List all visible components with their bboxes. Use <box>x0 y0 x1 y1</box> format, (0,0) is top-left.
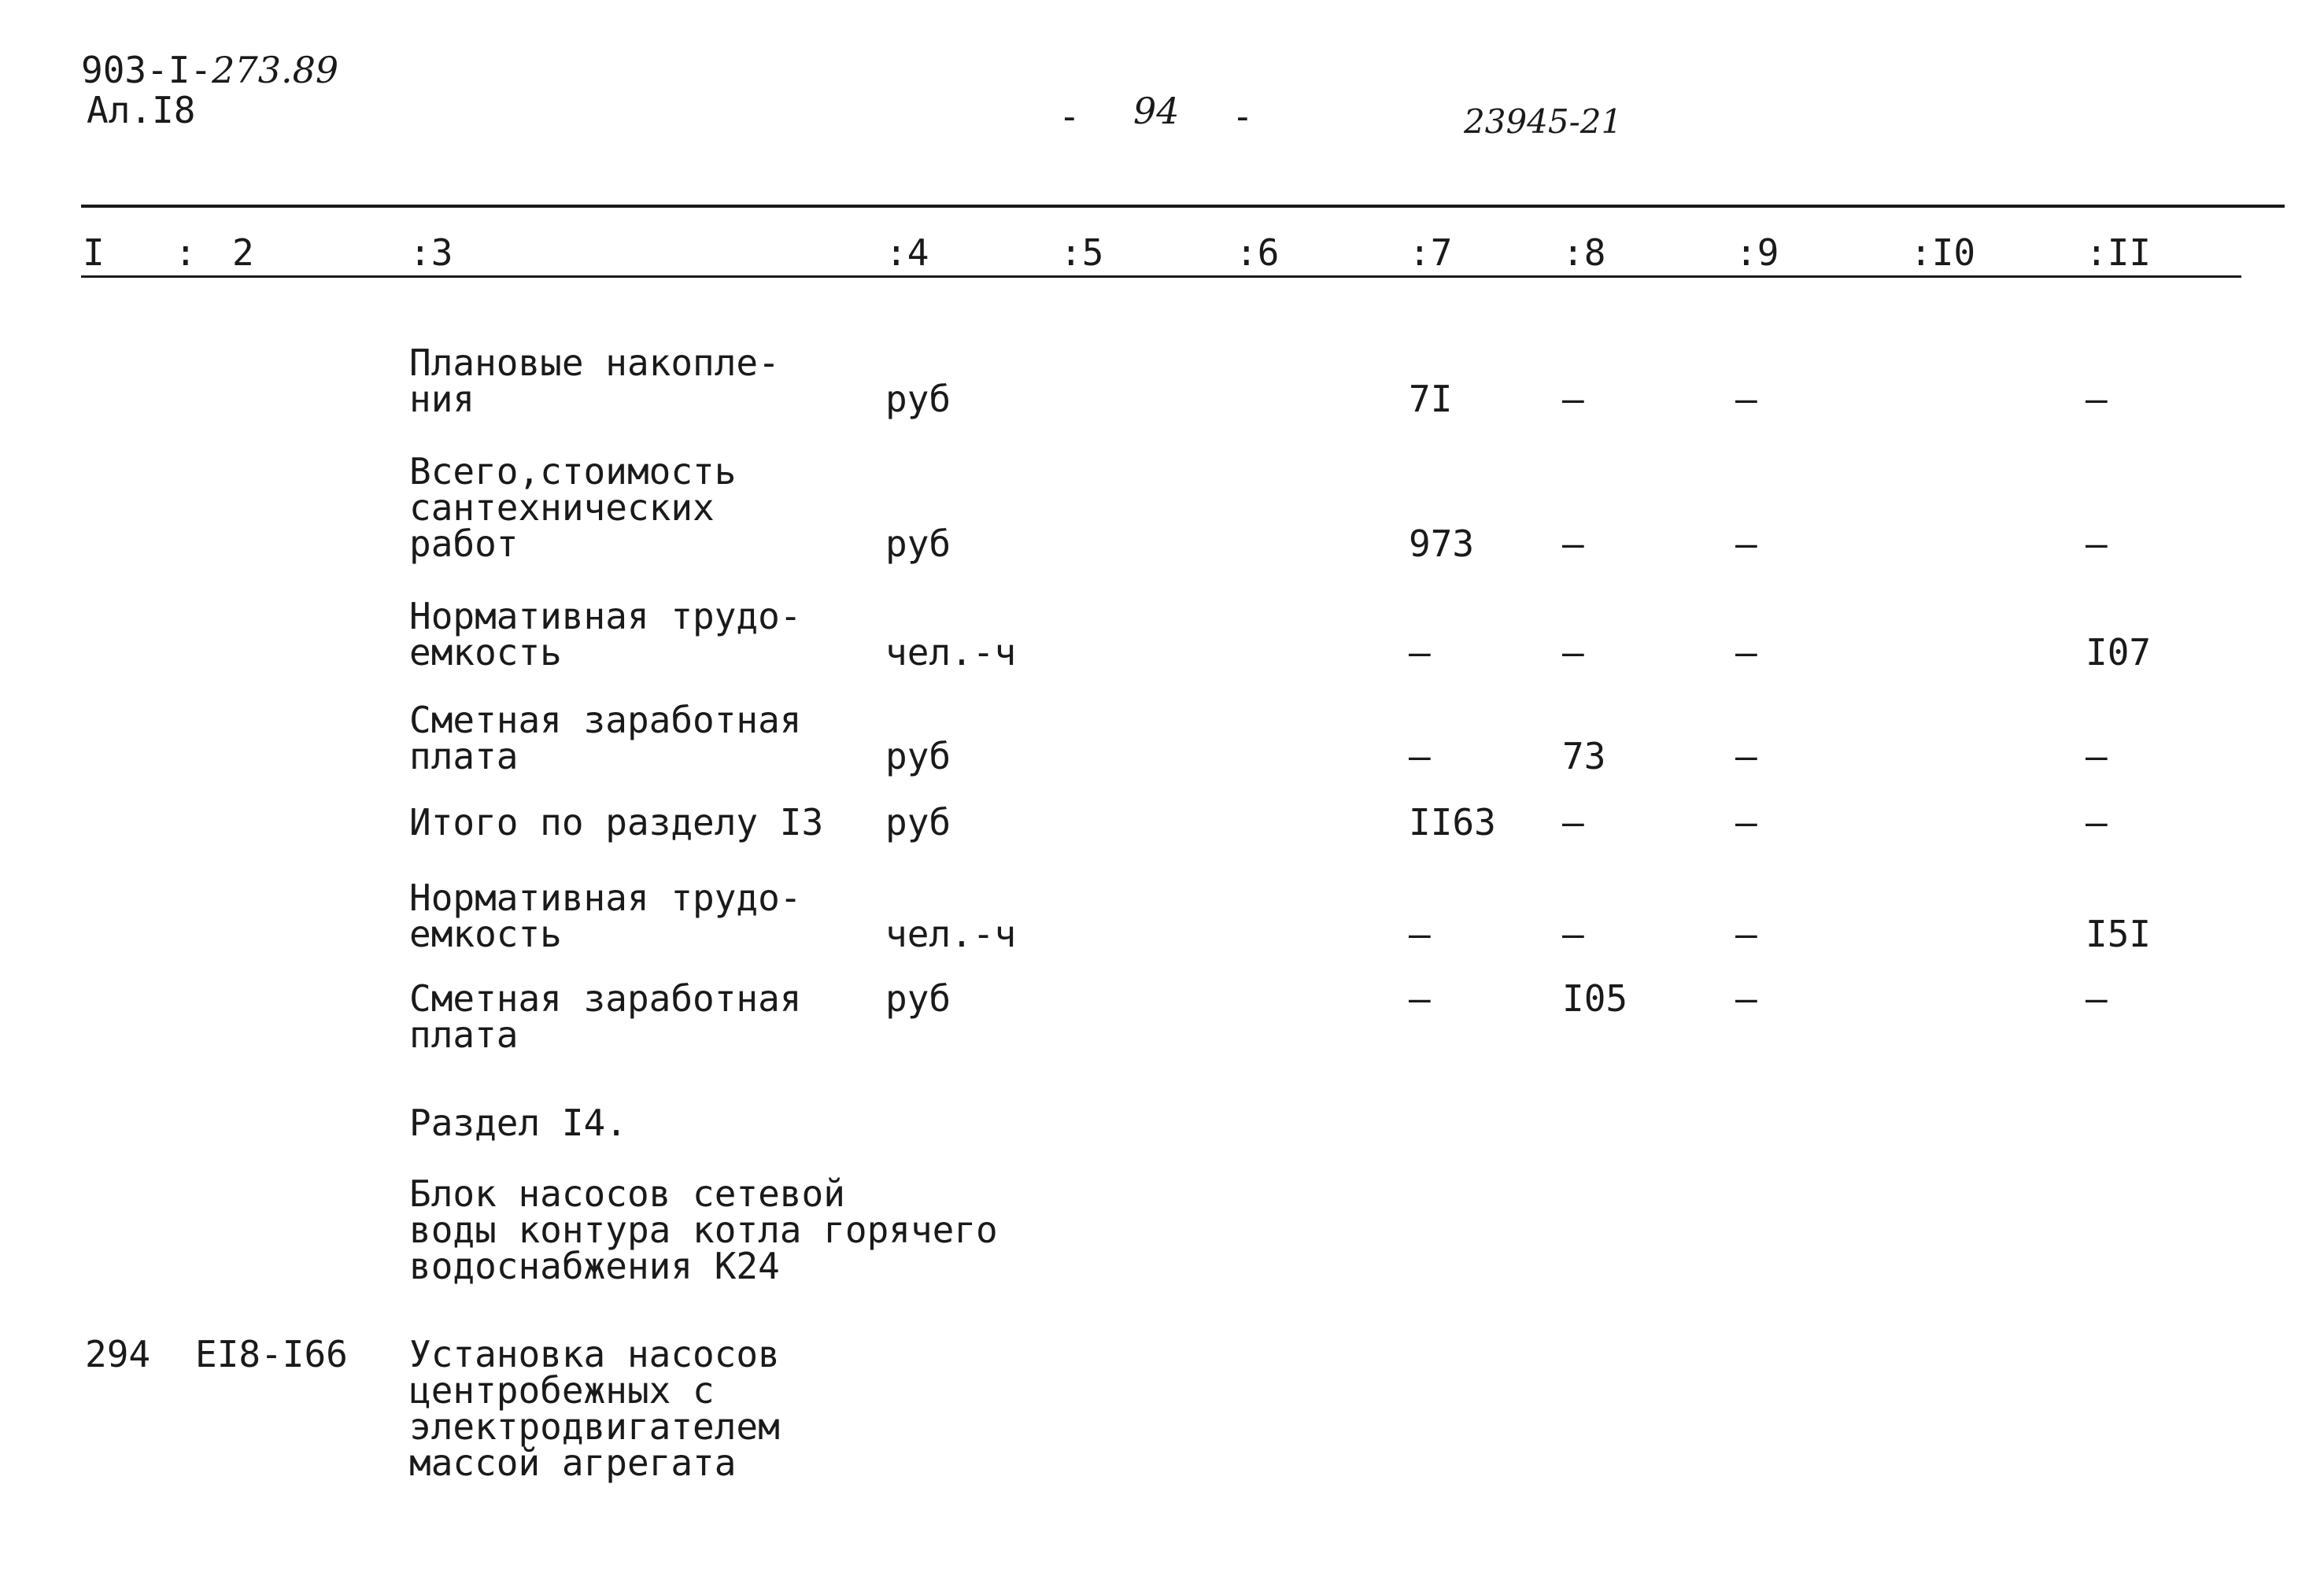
sheet-number: Ал.I8 <box>87 89 196 131</box>
row-col11: – <box>2086 735 2108 777</box>
row-col9: – <box>1735 522 1757 565</box>
section-title: Раздел I4. <box>409 1102 627 1144</box>
row-unit: руб <box>885 378 951 420</box>
page-dash-left: - <box>1059 95 1081 138</box>
item-description: Установка насосов центробежных с электродвигателем массой агрегата <box>409 1333 780 1484</box>
row-col7: 973 <box>1409 522 1475 565</box>
row-col7: – <box>1409 631 1431 674</box>
row-unit: руб <box>885 801 951 844</box>
row-col7: – <box>1409 913 1431 955</box>
row-col8: – <box>1562 378 1584 420</box>
row-col7: – <box>1409 735 1431 777</box>
row-unit: чел.-ч <box>885 913 1017 955</box>
col-header-8: :8 <box>1562 231 1606 274</box>
row-col9: – <box>1735 977 1757 1020</box>
row-col7: – <box>1409 977 1431 1020</box>
row-description: Итого по разделу I3 <box>409 801 824 844</box>
row-col11: – <box>2086 977 2108 1020</box>
row-unit: руб <box>885 522 951 565</box>
row-col11: I5I <box>2086 913 2152 955</box>
inventory-stamp: 23945-21 <box>1464 102 1623 141</box>
row-description: Плановые накопле- ния <box>409 341 780 420</box>
row-unit: руб <box>885 977 951 1020</box>
col-header-6: :6 <box>1236 231 1280 274</box>
top-rule <box>81 205 2285 208</box>
col-header-7: :7 <box>1409 231 1453 274</box>
row-col11: – <box>2086 801 2108 844</box>
row-col9: – <box>1735 378 1757 420</box>
document-code-prefix: 903-I- <box>81 49 212 91</box>
page-number: 94 <box>1133 90 1180 132</box>
item-code: ЕI8-I66 <box>195 1333 348 1375</box>
row-col8: – <box>1562 801 1584 844</box>
col-header-5: :5 <box>1060 231 1104 274</box>
row-col9: – <box>1735 735 1757 777</box>
document-code-handwritten: 273.89 <box>212 49 339 91</box>
page-dash-right: - <box>1232 95 1254 138</box>
row-unit: руб <box>885 735 951 777</box>
row-col9: – <box>1735 801 1757 844</box>
row-description: Нормативная трудо- емкость <box>409 877 802 955</box>
col-header-9: :9 <box>1735 231 1779 274</box>
row-col8: – <box>1562 631 1584 674</box>
row-col7: 7I <box>1409 378 1453 420</box>
row-col9: – <box>1735 913 1757 955</box>
col-header-3: :3 <box>409 231 453 274</box>
col-header-11: :II <box>2086 231 2152 274</box>
document-code <box>81 49 339 91</box>
row-description: Сметная заработная плата <box>409 699 802 777</box>
row-col8: I05 <box>1562 977 1628 1020</box>
col-header-sep: : <box>175 231 197 274</box>
item-number: 294 <box>85 1333 151 1375</box>
col-header-4: :4 <box>885 231 929 274</box>
col-header-10: :I0 <box>1910 231 1976 274</box>
row-description: Нормативная трудо- емкость <box>409 595 802 674</box>
row-description: Сметная заработная плата <box>409 977 802 1056</box>
row-col8: – <box>1562 522 1584 565</box>
row-col9: – <box>1735 631 1757 674</box>
row-unit: чел.-ч <box>885 631 1017 674</box>
row-col8: 73 <box>1562 735 1606 777</box>
row-description: Всего,стоимость сантехнических работ <box>409 450 737 565</box>
col-header-2: 2 <box>232 231 254 274</box>
section-block-title: Блок насосов сетевой воды контура котла горячего водоснабжения К24 <box>409 1172 998 1287</box>
row-col7: II63 <box>1409 801 1496 844</box>
row-col11: I07 <box>2086 631 2152 674</box>
row-col8: – <box>1562 913 1584 955</box>
row-col11: – <box>2086 378 2108 420</box>
col-header-1: I <box>83 231 105 274</box>
header-rule <box>81 275 2241 278</box>
row-col11: – <box>2086 522 2108 565</box>
